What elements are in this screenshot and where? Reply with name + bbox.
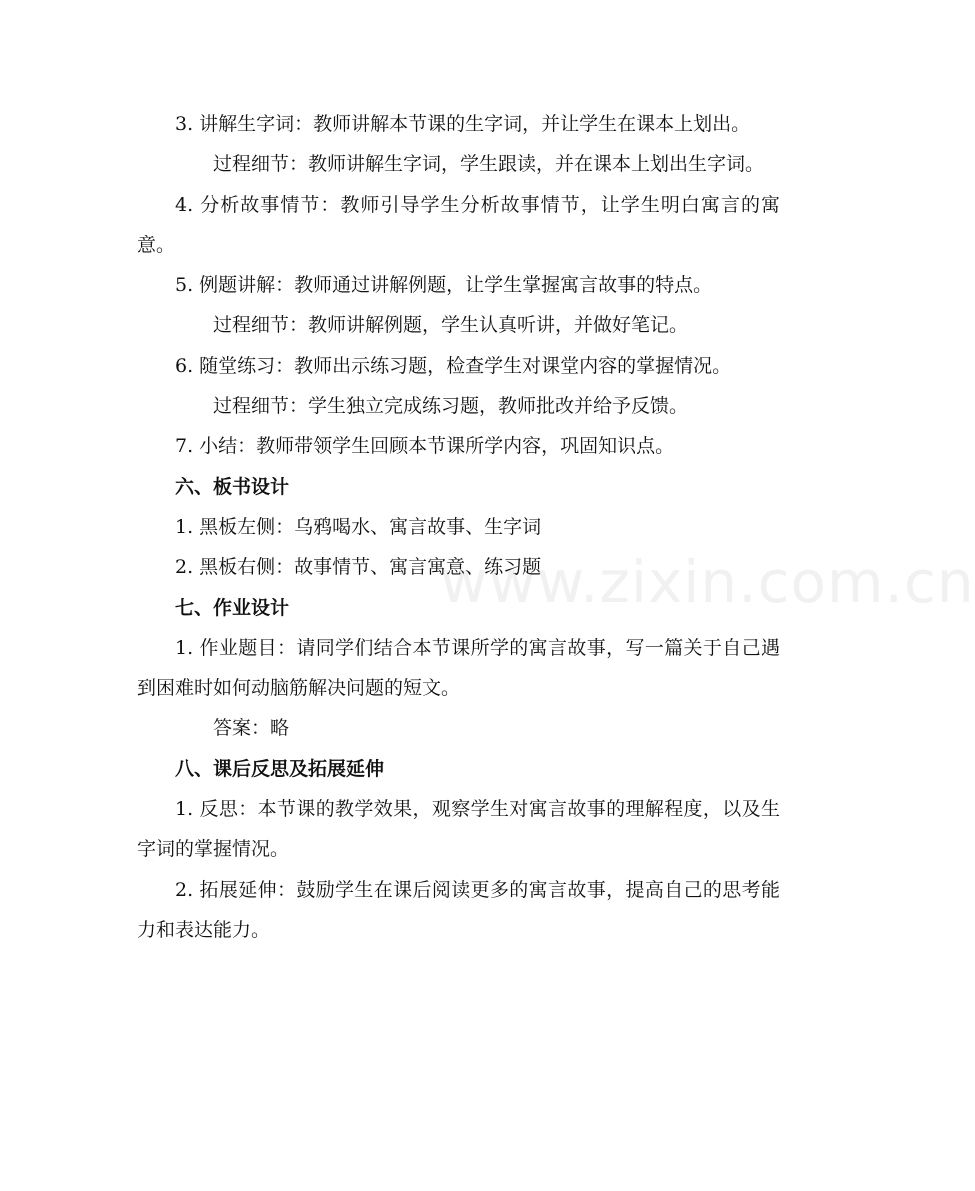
homework-answer: 答案：略 — [213, 717, 290, 740]
step-5-paragraph: 5. 例题讲解：教师通过讲解例题，让学生掌握寓言故事的特点。 — [175, 274, 713, 297]
homework-item: 1. 作业题目：请同学们结合本节课所学的寓言故事，写一篇关于自己遇到困难时如何动脑筋解决问题的短文。 — [137, 636, 780, 700]
step-7-paragraph: 7. 小结：教师带领学生回顾本节课所学内容，巩固知识点。 — [175, 435, 675, 458]
step-4-paragraph: 4. 分析故事情节：教师引导学生分析故事情节，让学生明白寓言的寓意。 — [137, 193, 780, 256]
step-3-paragraph: 3. 讲解生字词：教师讲解本节课的生字词，并让学生在课本上划出。 — [175, 113, 751, 135]
section-heading-board-design: 六、板书设计 — [175, 475, 290, 498]
step-6-detail: 过程细节：学生独立完成练习题，教师批改并给予反馈。 — [213, 395, 689, 418]
step-6-paragraph: 6. 随堂练习：教师出示练习题，检查学生对课堂内容的掌握情况。 — [175, 354, 732, 377]
document-body — [137, 104, 780, 950]
board-right-item: 2. 黑板右侧：故事情节、寓言寓意、练习题 — [175, 556, 542, 579]
board-left-item: 1. 黑板左侧：乌鸦喝水、寓言故事、生字词 — [175, 515, 542, 538]
section-heading-homework: 七、作业设计 — [175, 596, 290, 619]
extension-item: 2. 拓展延伸：鼓励学生在课后阅读更多的寓言故事，提高自己的思考能力和表达能力。 — [137, 878, 780, 941]
section-heading-reflection: 八、课后反思及拓展延伸 — [175, 757, 385, 780]
watermark: www.zixin.com.cn — [440, 548, 975, 616]
reflection-item: 1. 反思：本节课的教学效果，观察学生对寓言故事的理解程度，以及生字词的掌握情况。 — [137, 798, 780, 861]
step-5-detail: 过程细节：教师讲解例题，学生认真听讲，并做好笔记。 — [213, 314, 689, 337]
step-3-detail: 过程细节：教师讲解生字词，学生跟读，并在课本上划出生字词。 — [213, 153, 765, 176]
